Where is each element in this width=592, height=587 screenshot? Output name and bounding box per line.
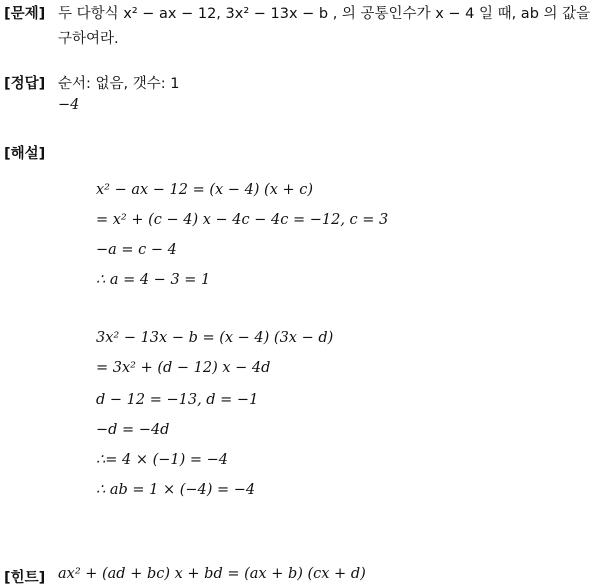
solution-line: = x² + (c − 4) x − 4c − 4c = −12, c = 3 [96,212,389,228]
solution-line: −a = c − 4 [96,242,177,258]
solution-line: −d = −4d [96,422,170,438]
problem-label: [문제] [4,6,46,22]
solution-line: x² − ax − 12 = (x − 4) (x + c) [96,182,314,198]
solution-label: [해설] [4,146,46,162]
hint-label: [힌트] [4,570,46,586]
hint-formula: ax² + (ad + bc) x + bd = (ax + b) (cx + d) [58,566,366,582]
problem-text-line1: 두 다항식 x² − ax − 12, 3x² − 13x − b , 의 공통인수가 x − 4 일 때, ab 의 값을 [58,6,591,22]
answer-meta: 순서: 없음, 갯수: 1 [58,76,180,92]
solution-line: = 3x² + (d − 12) x − 4d [96,360,271,376]
solution-line: ∴= 4 × (−1) = −4 [96,452,229,468]
solution-line: ∴ a = 4 − 3 = 1 [96,272,211,288]
solution-line: d − 12 = −13, d = −1 [96,392,259,408]
solution-line: ∴ ab = 1 × (−4) = −4 [96,482,256,498]
problem-text-line2: 구하여라. [58,31,119,47]
answer-value: −4 [58,97,80,113]
answer-label: [정답] [4,76,46,92]
solution-line: 3x² − 13x − b = (x − 4) (3x − d) [96,330,334,346]
